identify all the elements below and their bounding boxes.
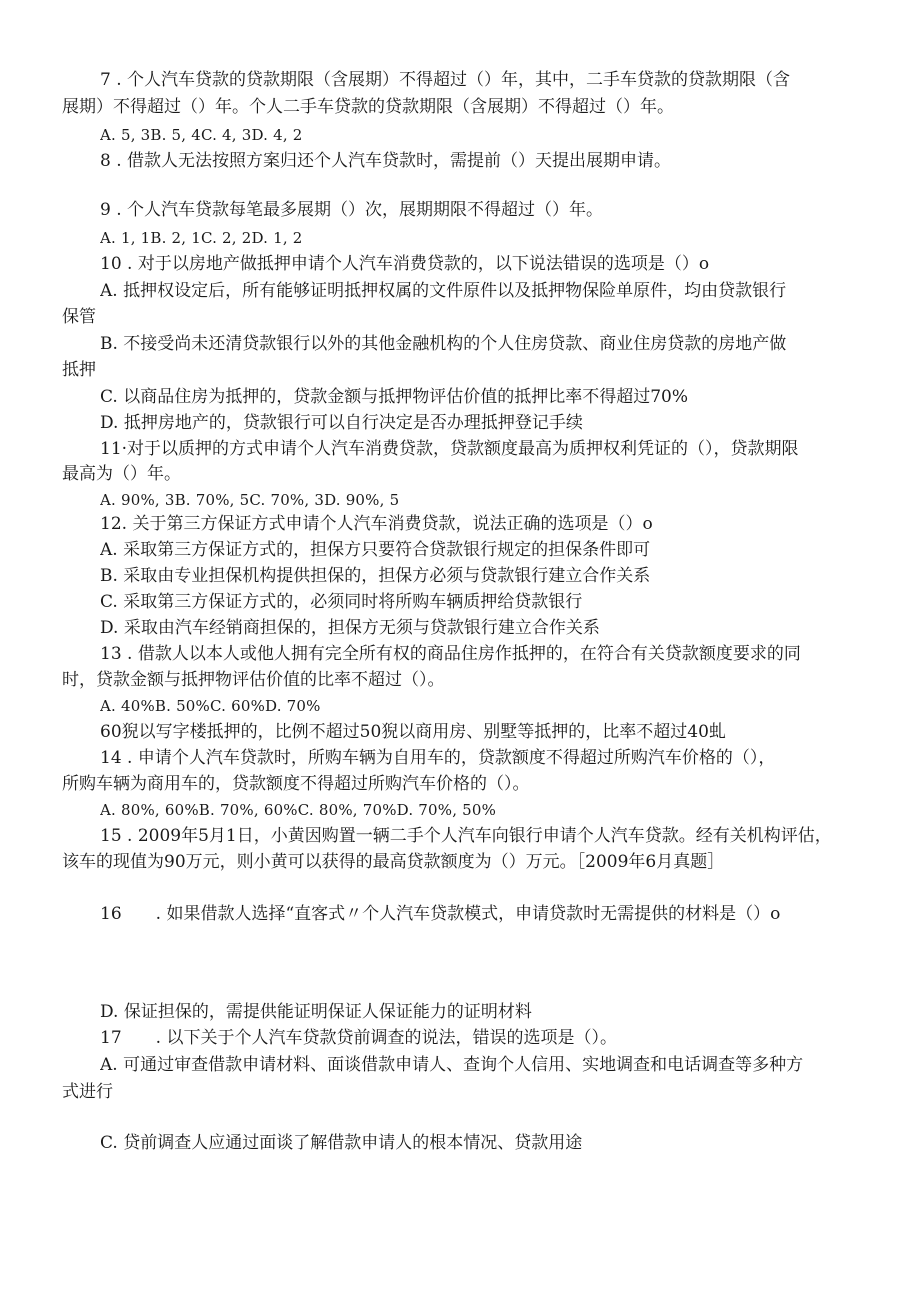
text-line-q11-2: 最高为（）年。	[62, 464, 181, 484]
text-line-q9: 9 . 个人汽车贷款每笔最多展期（）次，展期期限不得超过（）年。	[100, 200, 604, 220]
text-line-q17-c: C. 贷前调查人应通过面谈了解借款申请人的根本情况、贷款用途	[100, 1133, 583, 1153]
text-line-q17-a1: A. 可通过审查借款申请材料、面谈借款申请人、查询个人信用、实地调查和电话调查等多种方	[100, 1055, 804, 1075]
text-line-q12-c: C. 采取第三方保证方式的，必须同时将所购车辆质押给贷款银行	[100, 592, 583, 612]
text-line-q12-a: A. 采取第三方保证方式的，担保方只要符合贷款银行规定的担保条件即可	[100, 540, 651, 560]
text-line-q10: 10 . 对于以房地产做抵押申请个人汽车消费贷款的，以下说法错误的选项是（）o	[100, 254, 710, 274]
text-line-q11-1: 11·对于以质押的方式申请个人汽车消费贷款，贷款额度最高为质押权利凭证的（），贷款期限	[100, 439, 799, 459]
options-q9: A. 1, 1B. 2, 1C. 2, 2D. 1, 2	[100, 229, 303, 247]
text-line-q15-2: 该车的现值为90万元，则小黄可以获得的最高贷款额度为（）万元。［2009年6月真题］	[62, 852, 725, 872]
text-line-q12-d: D. 采取由汽车经销商担保的，担保方无须与贷款银行建立合作关系	[100, 618, 600, 638]
text-line-q13-1: 13 . 借款人以本人或他人拥有完全所有权的商品住房作抵押的，在符合有关贷款额度要求的同	[100, 644, 801, 664]
text-line-q10-a2: 保管	[62, 307, 96, 327]
text-line-q12: 12. 关于第三方保证方式申请个人汽车消费贷款，说法正确的选项是（）o	[100, 514, 653, 534]
text-line-q16-d: D. 保证担保的，需提供能证明保证人保证能力的证明材料	[100, 1002, 532, 1022]
text-line-q14-2: 所购车辆为商用车的，贷款额度不得超过所购汽车价格的（）。	[62, 774, 530, 794]
text-line-q12-b: B. 采取由专业担保机构提供担保的，担保方必须与贷款银行建立合作关系	[100, 566, 651, 586]
text-line-q17: 17 . 以下关于个人汽车贷款贷前调查的说法，错误的选项是（）。	[100, 1028, 617, 1048]
text-line-q10-a1: A. 抵押权设定后，所有能够证明抵押权属的文件原件以及抵押物保险单原件，均由贷款银行	[100, 281, 787, 301]
text-line-q16: 16 . 如果借款人选择“直客式〃个人汽车贷款模式，申请贷款时无需提供的材料是（）o	[100, 904, 781, 924]
options-q14: A. 80%, 60%B. 70%, 60%C. 80%, 70%D. 70%, 50%	[100, 801, 497, 819]
text-line-note: 60猊以写字楼抵押的，比例不超过50猊以商用房、别墅等抵押的，比率不超过40虬	[100, 722, 726, 742]
text-line-q10-d: D. 抵押房地产的，贷款银行可以自行决定是否办理抵押登记手续	[100, 413, 583, 433]
text-line-q10-b1: B. 不接受尚未还清贷款银行以外的其他金融机构的个人住房贷款、商业住房贷款的房地产做	[100, 334, 787, 354]
text-line-q8: 8 . 借款人无法按照方案归还个人汽车贷款时，需提前（）天提出展期申请。	[100, 151, 672, 171]
text-line-q14-1: 14 . 申请个人汽车贷款时，所购车辆为自用车的，贷款额度不得超过所购汽车价格的（），	[100, 748, 776, 768]
text-line-q7-1: 7 . 个人汽车贷款的贷款期限（含展期）不得超过（）年，其中，二手车贷款的贷款期限（含	[100, 70, 791, 90]
options-q13: A. 40%B. 50%C. 60%D. 70%	[100, 697, 321, 715]
text-line-q17-a2: 式进行	[62, 1082, 113, 1102]
text-line-q10-c: C. 以商品住房为抵押的，贷款金额与抵押物评估价值的抵押比率不得超过70%	[100, 387, 688, 407]
options-q11: A. 90%, 3B. 70%, 5C. 70%, 3D. 90%, 5	[100, 491, 400, 509]
text-line-q13-2: 时，贷款金额与抵押物评估价值的比率不超过（）。	[62, 670, 445, 690]
text-line-q10-b2: 抵押	[62, 360, 96, 380]
options-q7: A. 5, 3B. 5, 4C. 4, 3D. 4, 2	[100, 126, 303, 144]
text-line-q7-2: 展期）不得超过（）年。个人二手车贷款的贷款期限（含展期）不得超过（）年。	[62, 97, 674, 117]
text-line-q15-1: 15 . 2009年5月1日，小黄因购置一辆二手个人汽车向银行申请个人汽车贷款。经有关机构评估，	[100, 826, 832, 846]
